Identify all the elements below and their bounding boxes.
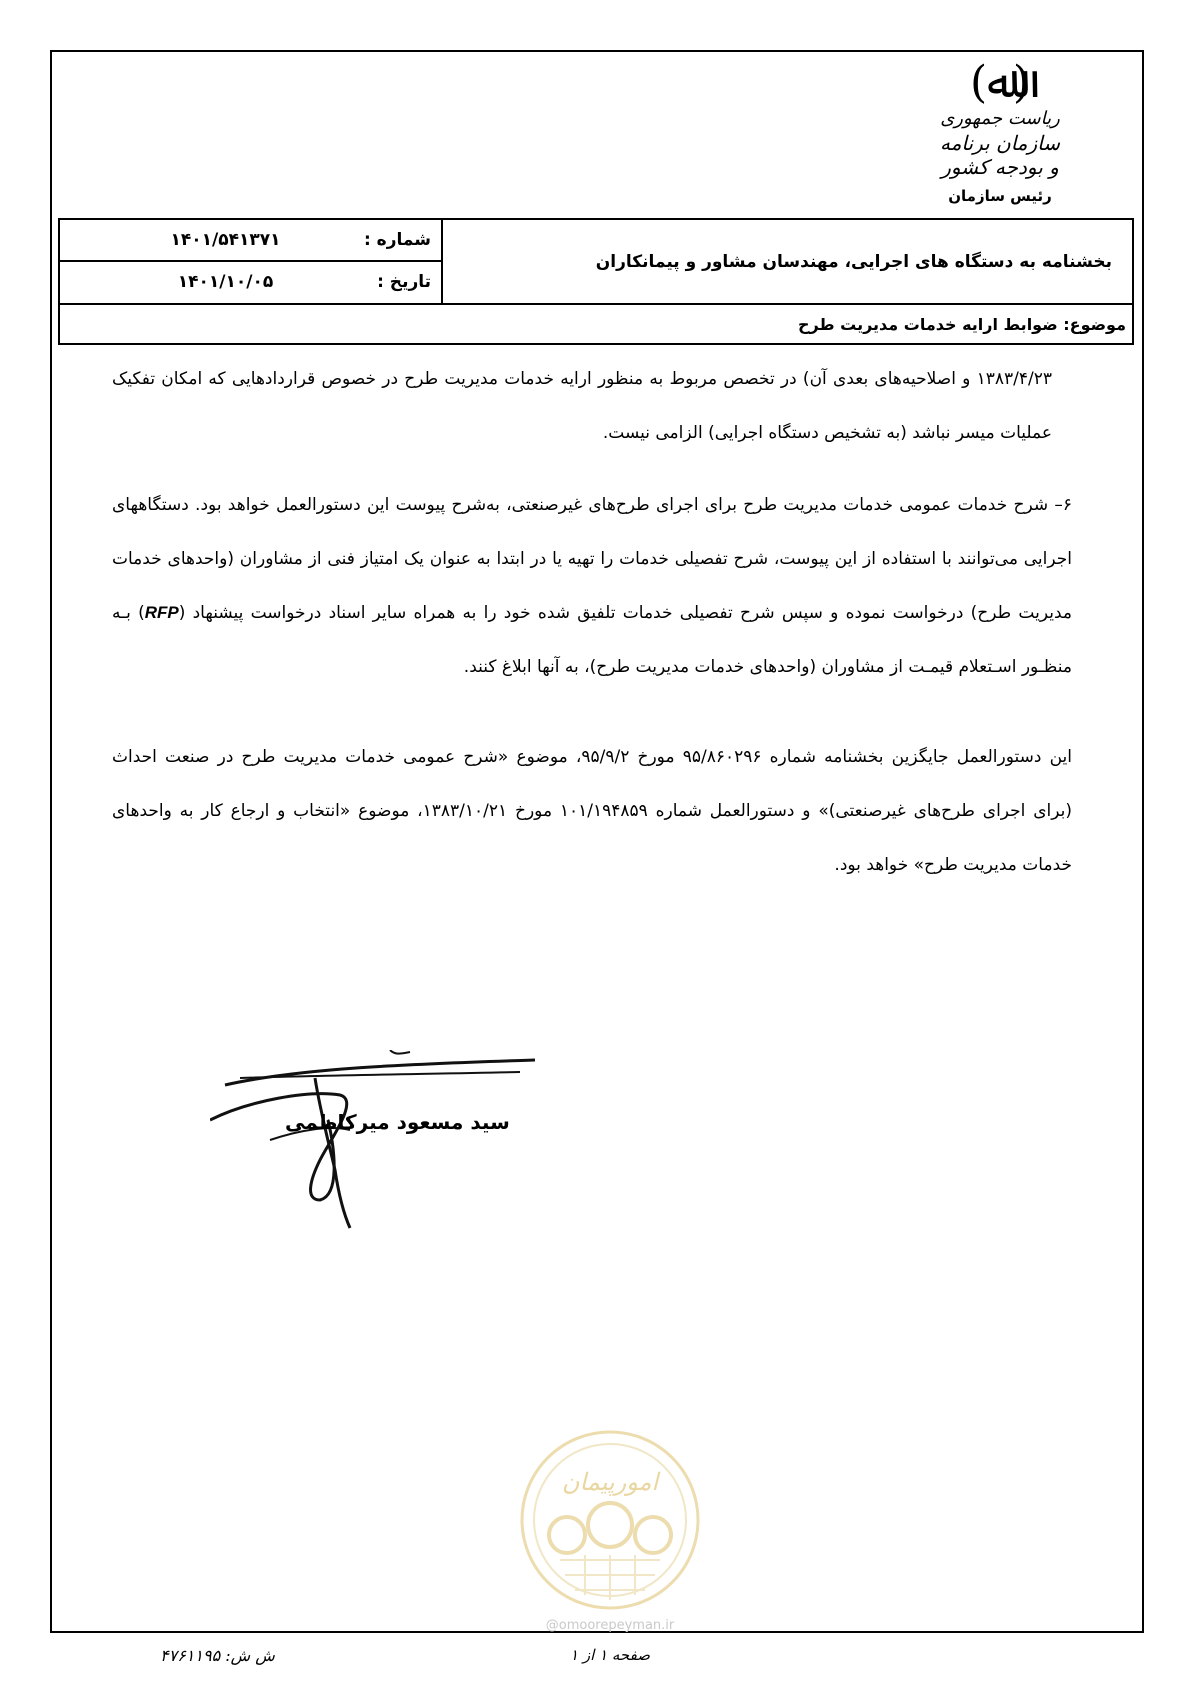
letterhead bbox=[935, 58, 1065, 205]
paragraph-2 bbox=[112, 478, 1072, 694]
date-value: ۱۴۰۱/۱۰/۰۵ bbox=[177, 272, 274, 293]
header-meta bbox=[60, 220, 443, 303]
paragraph-2-text: ۶– شرح خدمات عمومی خدمات مدیریت طرح برای اجرای طرح‌های غیرصنعتی، به‌شرح پیوست این دستورالعمل خواهد بود. دستگاههای اجرایی می‌توانند با استفاده از این پیوست، شرح تفصیلی خدمات را تهیه یا در ابتدا به عنوان یک امتیاز فنی از مشاوران (واحدهای خدمات مدیریت طرح) درخواست نموده و سپس شرح تفصیلی خدمات تلفیق شده خود را به همراه سایر اسناد درخواست پیشنهاد ( bbox=[112, 495, 1072, 623]
watermark-site: @omoorepeyman.ir bbox=[545, 1618, 675, 1633]
header-table bbox=[58, 218, 1134, 305]
number-label: شماره : bbox=[363, 229, 431, 250]
number-value: ۱۴۰۱/۵۴۱۳۷۱ bbox=[170, 229, 281, 250]
letterhead-presidency: ریاست جمهوری bbox=[940, 108, 1060, 129]
number-row bbox=[60, 220, 441, 262]
iran-emblem-icon: (ﷲ) bbox=[969, 57, 1031, 108]
date-label: تاریخ : bbox=[377, 272, 431, 293]
footer-page-number: صفحه ۱ از ۱ bbox=[570, 1646, 650, 1664]
subject-line: موضوع: ضوابط ارایه خدمات مدیریت طرح bbox=[58, 305, 1134, 345]
watermark-seal bbox=[515, 1425, 705, 1615]
watermark-text: امورپیمان bbox=[561, 1468, 659, 1496]
footer-reference: ش ش: ۴۷۶۱۱۹۵ bbox=[160, 1646, 275, 1665]
paragraph-1: ۱۳۸۳/۴/۲۳ و اصلاحیه‌های بعدی آن) در تخصص مربوط به منظور ارایه خدمات مدیریت طرح در خصوص قراردادهایی که امکان تفکیک عملیات میسر نباشد (به تشخیص دستگاه اجرایی) الزامی نیست. bbox=[112, 369, 1052, 443]
letterhead-head: رئیس سازمان bbox=[948, 187, 1052, 205]
signatory-name: سید مسعود میرکاظمی bbox=[285, 1110, 510, 1134]
rfp-term: RFP bbox=[144, 603, 179, 622]
letterhead-organization: سازمان برنامه و بودجه کشور bbox=[939, 131, 1061, 179]
signature-scribble bbox=[210, 1050, 540, 1230]
circular-title: بخشنامه به دستگاه های اجرایی، مهندسان مشاور و پیمانکاران bbox=[595, 251, 1112, 272]
date-row bbox=[60, 262, 441, 304]
paragraph-2-tail: ) بـه منظـور اسـتعلام قیمـت از مشاوران (واحدهای خدمات مدیریت طرح)، به آنها ابلاغ کنند. bbox=[112, 603, 1072, 677]
paragraph-3: این دستورالعمل جایگزین بخشنامه شماره ۹۵/۸۶۰۲۹۶ مورخ ۹۵/۹/۲، موضوع «شرح عمومی خدمات مدیریت طرح در صنعت احداث (برای اجرای طرح‌های غیرصنعتی)» و دستورالعمل شماره ۱۰۱/۱۹۴۸۵۹ مورخ ۱۳۸۳/۱۰/۲۱، موضوع «انتخاب و ارجاع کار به واحدهای خدمات مدیریت طرح» خواهد بود. bbox=[112, 747, 1072, 875]
